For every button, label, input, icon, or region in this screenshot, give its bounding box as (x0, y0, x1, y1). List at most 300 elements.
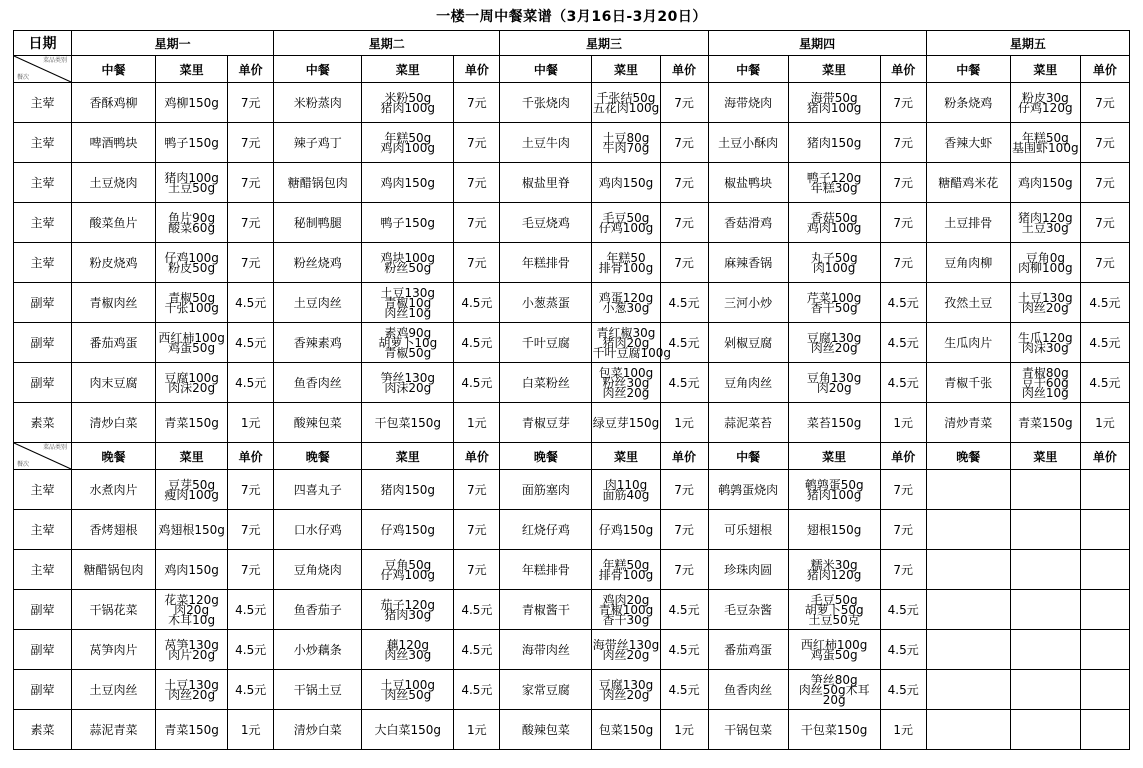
meal-header: 中餐 (708, 56, 788, 83)
ingredient-line: 肉片20g (168, 647, 216, 662)
category-cell: 副荤 (14, 363, 72, 403)
dish-cell: 鹌鹑蛋烧肉 (708, 470, 788, 510)
ingredient-cell (362, 403, 454, 443)
ingredient-cell (362, 203, 454, 243)
ingredient-line: 鸭子120g (806, 170, 862, 185)
menu-row (14, 710, 1130, 750)
menu-row (14, 550, 1130, 590)
ingredient-line: 粉丝30g (602, 375, 650, 390)
ingredient-cell (1010, 710, 1080, 750)
price-cell: 7元 (228, 510, 274, 550)
dish-cell: 土豆小酥肉 (708, 123, 788, 163)
dish-cell: 小葱蒸蛋 (500, 283, 592, 323)
dish-cell: 剁椒豆腐 (708, 323, 788, 363)
ingredient-line: 猪肉100g (806, 487, 862, 502)
dish-cell: 麻辣香锅 (708, 243, 788, 283)
price-cell: 7元 (660, 243, 708, 283)
dish-cell: 蒜泥菜苔 (708, 403, 788, 443)
price-cell: 4.5元 (228, 363, 274, 403)
category-cell: 副荤 (14, 630, 72, 670)
ingredient-cell (592, 83, 660, 123)
ingredient-line: 粉皮50g (168, 260, 216, 275)
dish-cell: 糖醋锅包肉 (72, 550, 156, 590)
ingredient-line: 笋丝80g (810, 672, 858, 687)
ingredient-line: 猪肉20g (602, 335, 650, 350)
dish-cell: 青椒豆芽 (500, 403, 592, 443)
ingredient-line: 仔鸡150g (598, 522, 654, 537)
ingredient-line: 肉丝50g木耳 (798, 682, 870, 697)
price-cell: 4.5元 (660, 363, 708, 403)
ingredient-line: 千叶豆腐100g (592, 345, 671, 360)
ingredient-line: 鸡肉100g (380, 140, 436, 155)
ingredient-line: 面筋40g (602, 487, 650, 502)
dish-cell: 莴笋肉片 (72, 630, 156, 670)
category-cell: 主荤 (14, 243, 72, 283)
price-cell: 7元 (880, 163, 926, 203)
lunch-header-row (14, 56, 1130, 83)
dish-cell (926, 670, 1010, 710)
ingredient-line: 鸭子150g (164, 135, 219, 150)
ingredient-cell (788, 283, 880, 323)
corner-cell (14, 443, 72, 470)
meal-header: 中餐 (926, 56, 1010, 83)
price-cell: 4.5元 (1080, 363, 1129, 403)
ingredient-cell (788, 123, 880, 163)
ingredient-cell (1010, 363, 1080, 403)
ingredient-line: 藕120g (386, 637, 430, 652)
ingredient-line: 鸭子150g (380, 215, 436, 230)
ingredient-cell (156, 710, 228, 750)
menu-row (14, 163, 1130, 203)
ingredient-cell (1010, 203, 1080, 243)
price-cell: 4.5元 (880, 590, 926, 630)
dish-cell: 四喜丸子 (274, 470, 362, 510)
price-cell: 1元 (454, 710, 500, 750)
ingredient-line: 茄子120g (380, 597, 436, 612)
price-cell (1080, 510, 1129, 550)
ingredient-line: 土豆100g (380, 677, 436, 692)
price-cell: 7元 (228, 470, 274, 510)
price-cell: 1元 (1080, 403, 1129, 443)
ingredient-line: 千张100g (164, 300, 219, 315)
ingredient-line: 青椒10g (384, 295, 432, 310)
price-cell: 4.5元 (660, 283, 708, 323)
ingredient-line: 小葱30g (602, 300, 650, 315)
ingredient-cell (592, 710, 660, 750)
ingredient-line: 鸡肉20g (602, 592, 650, 607)
dish-cell: 青椒千张 (926, 363, 1010, 403)
ingredient-cell (156, 670, 228, 710)
ingredient-line: 丸子50g (810, 250, 858, 265)
price-header: 单价 (454, 56, 500, 83)
price-cell: 4.5元 (880, 283, 926, 323)
menu-row (14, 510, 1130, 550)
price-cell: 7元 (454, 550, 500, 590)
ingredient-line: 鹌鹑蛋50g (804, 477, 864, 492)
dish-cell: 豆角烧肉 (274, 550, 362, 590)
ingredient-line: 土豆130g (380, 285, 436, 300)
price-cell: 4.5元 (1080, 323, 1129, 363)
price-cell: 7元 (1080, 83, 1129, 123)
price-header: 单价 (228, 56, 274, 83)
dish-cell: 糖醋鸡米花 (926, 163, 1010, 203)
ingredient-line: 20g (822, 692, 846, 707)
ingredient-line: 米粉50g (384, 90, 432, 105)
ingredient-cell (788, 203, 880, 243)
ingredient-line: 生瓜120g (1018, 330, 1073, 345)
category-cell: 素菜 (14, 710, 72, 750)
ingredient-line: 豆腐130g (598, 677, 654, 692)
meal-header: 中餐 (274, 56, 362, 83)
ingredient-line: 毛豆50g (810, 592, 858, 607)
price-cell: 4.5元 (660, 670, 708, 710)
menu-row (14, 83, 1130, 123)
ingredient-line: 肉丝20g (168, 687, 216, 702)
day-header-fri: 星期五 (926, 31, 1129, 56)
dish-cell: 白菜粉丝 (500, 363, 592, 403)
ingredient-line: 酸菜60g (168, 220, 216, 235)
dish-cell: 干锅花菜 (72, 590, 156, 630)
category-cell: 主荤 (14, 470, 72, 510)
ingredient-cell (362, 630, 454, 670)
ingredient-cell (156, 510, 228, 550)
ingredient-cell (362, 123, 454, 163)
dish-cell: 香辣素鸡 (274, 323, 362, 363)
dish-cell: 番茄鸡蛋 (708, 630, 788, 670)
dish-cell: 鱼香茄子 (274, 590, 362, 630)
ingredient-line: 肉沫20g (168, 380, 216, 395)
dish-cell: 小炒藕条 (274, 630, 362, 670)
dish-cell: 年糕排骨 (500, 550, 592, 590)
ingredient-line: 鸡肉150g (598, 175, 654, 190)
corner-meal-label: 餐次 (17, 74, 30, 81)
dish-cell: 三河小炒 (708, 283, 788, 323)
ingredient-cell (788, 710, 880, 750)
menu-row (14, 203, 1130, 243)
dish-cell: 香辣大虾 (926, 123, 1010, 163)
ingredient-cell (1010, 630, 1080, 670)
price-cell (1080, 670, 1129, 710)
ingredient-line: 猪肉150g (380, 482, 436, 497)
ingredient-line: 鸡蛋50g (810, 647, 858, 662)
category-cell: 主荤 (14, 203, 72, 243)
ingredient-line: 土豆50克 (808, 612, 860, 627)
dish-cell: 酸辣包菜 (500, 710, 592, 750)
menu-row (14, 123, 1130, 163)
menu-row (14, 403, 1130, 443)
price-cell: 7元 (228, 550, 274, 590)
price-cell: 7元 (660, 510, 708, 550)
menu-row (14, 283, 1130, 323)
ingredient-line: 青菜150g (164, 415, 219, 430)
ingredient-line: 包菜100g (598, 365, 654, 380)
ingredient-line: 大白菜150g (374, 722, 442, 737)
ingredient-line: 鸡翅根150g (158, 522, 225, 537)
price-header: 单价 (454, 443, 500, 470)
ingredient-line: 花菜120g (164, 592, 219, 607)
ingredient-cell (592, 403, 660, 443)
price-cell: 7元 (880, 510, 926, 550)
price-cell: 7元 (228, 163, 274, 203)
ingredient-cell (362, 510, 454, 550)
price-cell: 4.5元 (660, 630, 708, 670)
ingredient-cell (1010, 123, 1080, 163)
ingredient-cell (592, 283, 660, 323)
dish-cell: 干锅土豆 (274, 670, 362, 710)
price-header: 单价 (228, 443, 274, 470)
price-cell: 7元 (228, 203, 274, 243)
ingredient-cell (156, 243, 228, 283)
price-cell: 4.5元 (228, 670, 274, 710)
ingredient-cell (1010, 283, 1080, 323)
meal-header: 中餐 (708, 443, 788, 470)
dish-cell: 鱼香肉丝 (708, 670, 788, 710)
category-cell: 主荤 (14, 163, 72, 203)
ingredient-line: 牛肉70g (602, 140, 650, 155)
ingredient-cell (788, 243, 880, 283)
ingredient-line: 排骨100g (598, 260, 654, 275)
ingredient-line: 肉沫30g (1021, 340, 1069, 355)
price-cell: 7元 (228, 123, 274, 163)
dish-cell: 番茄鸡蛋 (72, 323, 156, 363)
ingredient-cell (592, 470, 660, 510)
ingredient-line: 粉皮30g (1021, 90, 1069, 105)
dish-cell: 香烤翅根 (72, 510, 156, 550)
ingredient-cell (592, 363, 660, 403)
ingredient-line: 海带丝130g (592, 637, 660, 652)
category-cell: 主荤 (14, 550, 72, 590)
price-cell: 7元 (1080, 163, 1129, 203)
price-cell: 1元 (880, 403, 926, 443)
dish-cell: 土豆排骨 (926, 203, 1010, 243)
ingredient-line: 芹菜100g (806, 290, 862, 305)
price-cell (1080, 470, 1129, 510)
price-header: 单价 (880, 443, 926, 470)
category-cell: 主荤 (14, 510, 72, 550)
day-header-thu: 星期四 (708, 31, 926, 56)
price-cell: 4.5元 (880, 670, 926, 710)
dish-cell (926, 710, 1010, 750)
dish-cell: 海带烧肉 (708, 83, 788, 123)
price-cell: 7元 (880, 243, 926, 283)
ingredient-cell (156, 123, 228, 163)
price-cell: 1元 (880, 710, 926, 750)
ingredient-cell (1010, 243, 1080, 283)
ingredient-cell (156, 283, 228, 323)
ingredient-line: 鸡肉100g (806, 220, 862, 235)
ingredient-cell (362, 83, 454, 123)
dish-cell (926, 550, 1010, 590)
price-cell (1080, 630, 1129, 670)
ingredient-cell (1010, 163, 1080, 203)
dish-cell: 粉条烧鸡 (926, 83, 1010, 123)
day-header-wed: 星期三 (500, 31, 708, 56)
ingredient-header: 菜里 (592, 56, 660, 83)
ingredient-line: 肉丝20g (602, 647, 650, 662)
dish-cell: 土豆牛肉 (500, 123, 592, 163)
dish-cell: 清炒白菜 (72, 403, 156, 443)
day-header-mon: 星期一 (72, 31, 274, 56)
ingredient-line: 鸡肉150g (164, 562, 219, 577)
dish-cell: 鱼香肉丝 (274, 363, 362, 403)
price-cell: 1元 (660, 710, 708, 750)
ingredient-line: 年糕50g (384, 130, 432, 145)
dish-cell: 口水仔鸡 (274, 510, 362, 550)
ingredient-line: 鸡柳150g (164, 95, 219, 110)
dish-cell: 米粉蒸肉 (274, 83, 362, 123)
ingredient-line: 西红柿100g (800, 637, 868, 652)
ingredient-line: 猪肉150g (806, 135, 862, 150)
ingredient-header: 菜里 (362, 443, 454, 470)
ingredient-cell (362, 670, 454, 710)
ingredient-header: 菜里 (592, 443, 660, 470)
price-cell: 7元 (1080, 203, 1129, 243)
price-cell: 7元 (1080, 243, 1129, 283)
ingredient-cell (156, 363, 228, 403)
ingredient-header: 菜里 (156, 56, 228, 83)
ingredient-cell (156, 470, 228, 510)
dish-cell: 土豆肉丝 (274, 283, 362, 323)
meal-header: 晚餐 (274, 443, 362, 470)
ingredient-line: 肉丝20g (1021, 300, 1069, 315)
ingredient-line: 仔鸡150g (380, 522, 436, 537)
ingredient-line: 鸡蛋120g (598, 290, 654, 305)
ingredient-cell (788, 363, 880, 403)
ingredient-line: 猪肉120g (1018, 210, 1073, 225)
dish-cell: 青椒肉丝 (72, 283, 156, 323)
ingredient-line: 肉110g (604, 477, 648, 492)
category-cell: 主荤 (14, 83, 72, 123)
ingredient-line: 胡萝卜10g (378, 335, 438, 350)
price-cell: 4.5元 (454, 630, 500, 670)
ingredient-header: 菜里 (362, 56, 454, 83)
ingredient-line: 青红椒30g (596, 325, 656, 340)
dish-cell: 蒜泥青菜 (72, 710, 156, 750)
ingredient-cell (592, 510, 660, 550)
ingredient-cell (788, 83, 880, 123)
dish-cell: 秘制鸭腿 (274, 203, 362, 243)
ingredient-cell (592, 550, 660, 590)
dish-cell: 面筋塞肉 (500, 470, 592, 510)
corner-meal-label: 餐次 (17, 461, 30, 468)
ingredient-line: 豆角50g (384, 557, 432, 572)
ingredient-cell (1010, 83, 1080, 123)
ingredient-cell (788, 670, 880, 710)
ingredient-line: 土豆80g (602, 130, 650, 145)
dish-cell: 可乐翅根 (708, 510, 788, 550)
price-header: 单价 (660, 56, 708, 83)
ingredient-cell (362, 550, 454, 590)
price-cell: 7元 (660, 163, 708, 203)
ingredient-line: 年糕50g (1021, 130, 1069, 145)
ingredient-cell (156, 83, 228, 123)
ingredient-line: 肉丝30g (384, 647, 432, 662)
ingredient-cell (362, 323, 454, 363)
ingredient-cell (1010, 670, 1080, 710)
dish-cell: 青椒酱干 (500, 590, 592, 630)
price-cell: 7元 (660, 470, 708, 510)
ingredient-cell (362, 163, 454, 203)
ingredient-line: 青菜150g (1018, 415, 1073, 430)
ingredient-line: 猪肉100g (164, 170, 219, 185)
ingredient-cell (592, 203, 660, 243)
ingredient-line: 豆腐130g (806, 330, 862, 345)
dinner-header-row (14, 443, 1130, 470)
ingredient-cell (788, 403, 880, 443)
dish-cell: 千张烧肉 (500, 83, 592, 123)
ingredient-line: 肉丝20g (602, 687, 650, 702)
ingredient-line: 肉丝20g (810, 340, 858, 355)
dish-cell: 水煮肉片 (72, 470, 156, 510)
ingredient-line: 香干50g (810, 300, 858, 315)
dish-cell: 年糕排骨 (500, 243, 592, 283)
price-cell: 4.5元 (660, 590, 708, 630)
ingredient-line: 粉丝50g (384, 260, 432, 275)
ingredient-line: 青椒50g (384, 345, 432, 360)
ingredient-cell (592, 590, 660, 630)
price-cell: 7元 (454, 163, 500, 203)
ingredient-line: 猪肉30g (384, 607, 432, 622)
price-cell: 4.5元 (454, 323, 500, 363)
day-header-tue: 星期二 (274, 31, 500, 56)
dish-cell: 啤酒鸭块 (72, 123, 156, 163)
ingredient-line: 肉沫20g (384, 380, 432, 395)
ingredient-line: 仔鸡120g (1018, 100, 1073, 115)
ingredient-line: 鱼片90g (168, 210, 216, 225)
price-cell: 7元 (454, 243, 500, 283)
ingredient-cell (362, 283, 454, 323)
ingredient-line: 基围虾100g (1012, 140, 1079, 155)
price-cell: 7元 (454, 470, 500, 510)
price-cell: 4.5元 (880, 630, 926, 670)
ingredient-line: 木耳10g (168, 612, 216, 627)
price-cell: 7元 (454, 123, 500, 163)
dish-cell: 家常豆腐 (500, 670, 592, 710)
ingredient-line: 糯米30g (810, 557, 858, 572)
ingredient-cell (362, 590, 454, 630)
ingredient-cell (1010, 510, 1080, 550)
ingredient-cell (788, 590, 880, 630)
ingredient-line: 排骨100g (598, 567, 654, 582)
ingredient-line: 豆角0g (1025, 250, 1065, 265)
ingredient-cell (362, 710, 454, 750)
dish-cell: 千叶豆腐 (500, 323, 592, 363)
ingredient-line: 干包菜150g (374, 415, 442, 430)
ingredient-line: 鸡块100g (380, 250, 436, 265)
ingredient-cell (156, 590, 228, 630)
dish-cell: 豆角肉丝 (708, 363, 788, 403)
ingredient-cell (1010, 470, 1080, 510)
dish-cell: 土豆烧肉 (72, 163, 156, 203)
price-cell: 7元 (880, 470, 926, 510)
menu-row (14, 590, 1130, 630)
price-cell: 4.5元 (454, 670, 500, 710)
dish-cell: 糖醋锅包肉 (274, 163, 362, 203)
ingredient-cell (156, 163, 228, 203)
dish-cell (926, 630, 1010, 670)
ingredient-line: 仔鸡100g (598, 220, 654, 235)
ingredient-line: 土豆130g (164, 677, 219, 692)
ingredient-line: 鸡肉150g (380, 175, 436, 190)
category-cell: 副荤 (14, 590, 72, 630)
dish-cell: 香酥鸡柳 (72, 83, 156, 123)
ingredient-line: 年糕50g (602, 557, 650, 572)
meal-header: 晚餐 (500, 443, 592, 470)
ingredient-cell (1010, 550, 1080, 590)
dish-cell: 椒盐鸭块 (708, 163, 788, 203)
price-cell: 7元 (660, 203, 708, 243)
ingredient-cell (156, 203, 228, 243)
